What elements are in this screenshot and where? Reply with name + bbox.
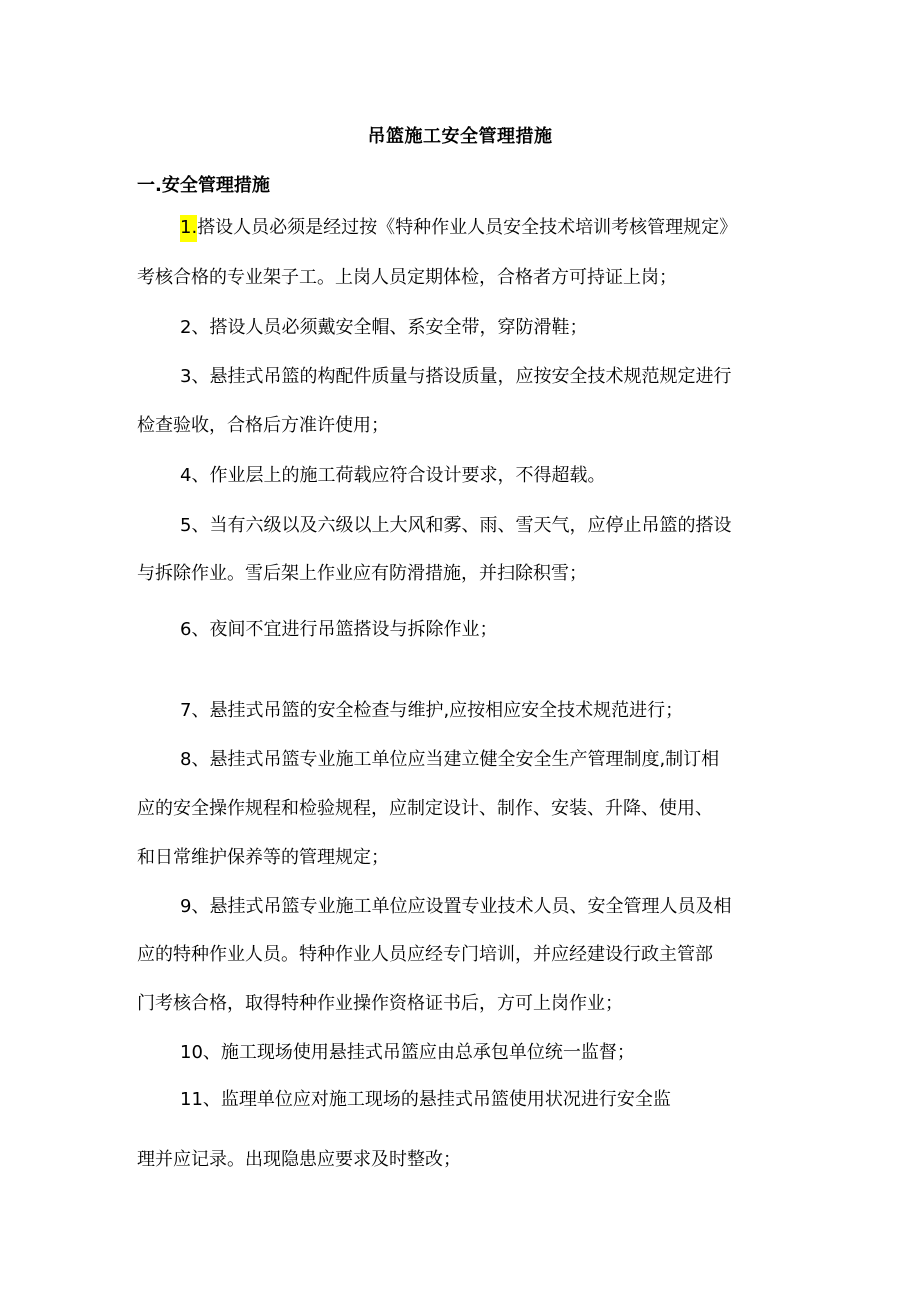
paragraph-line: 和日常维护保养等的管理规定； [137, 847, 389, 868]
document-title: 吊篮施工安全管理措施 [367, 126, 553, 147]
paragraph-line: 10、施工现场使用悬挂式吊篮应由总承包单位统一监督； [180, 1042, 635, 1063]
paragraph-line: 2、搭设人员必须戴安全帽、系安全带，穿防滑鞋； [180, 317, 588, 338]
paragraph-line: 应的特种作业人员。特种作业人员应经专门培训，并应经建设行政主管部 [137, 944, 713, 965]
paragraph-line: 考核合格的专业架子工。上岗人员定期体检，合格者方可持证上岗； [137, 267, 677, 288]
paragraph-line: 5、当有六级以及六级以上大风和雾、雨、雪天气，应停止吊篮的搭设 [180, 515, 732, 536]
paragraph-line: 检查验收，合格后方准许使用； [137, 415, 389, 436]
paragraph-line [180, 215, 737, 241]
paragraph-line: 理并应记录。出现隐患应要求及时整改； [137, 1149, 461, 1170]
paragraph-line: 与拆除作业。雪后架上作业应有防滑措施，并扫除积雪； [137, 563, 587, 584]
paragraph-line: 7、悬挂式吊篮的安全检查与维护,应按相应安全技术规范进行； [180, 700, 684, 721]
paragraph-line: 6、夜间不宜进行吊篮搭设与拆除作业； [180, 619, 498, 640]
line-text: 搭设人员必须是经过按《特种作业人员安全技术培训考核管理规定》 [197, 217, 738, 238]
paragraph-line: 3、悬挂式吊篮的构配件质量与搭设质量，应按安全技术规范规定进行 [180, 366, 732, 387]
paragraph-line: 门考核合格，取得特种作业操作资格证书后，方可上岗作业； [137, 993, 623, 1014]
paragraph-line: 应的安全操作规程和检验规程，应制定设计、制作、安装、升降、使用、 [137, 798, 713, 819]
section-heading: 一.安全管理措施 [137, 175, 270, 196]
highlighted-marker: 1. [180, 215, 197, 242]
paragraph-line: 4、作业层上的施工荷载应符合设计要求，不得超载。 [180, 465, 606, 486]
paragraph-line: 11、监理单位应对施工现场的悬挂式吊篮使用状况进行安全监 [180, 1089, 671, 1110]
paragraph-line: 8、悬挂式吊篮专业施工单位应当建立健全安全生产管理制度,制订相 [180, 749, 720, 770]
paragraph-line: 9、悬挂式吊篮专业施工单位应设置专业技术人员、安全管理人员及相 [180, 896, 732, 917]
